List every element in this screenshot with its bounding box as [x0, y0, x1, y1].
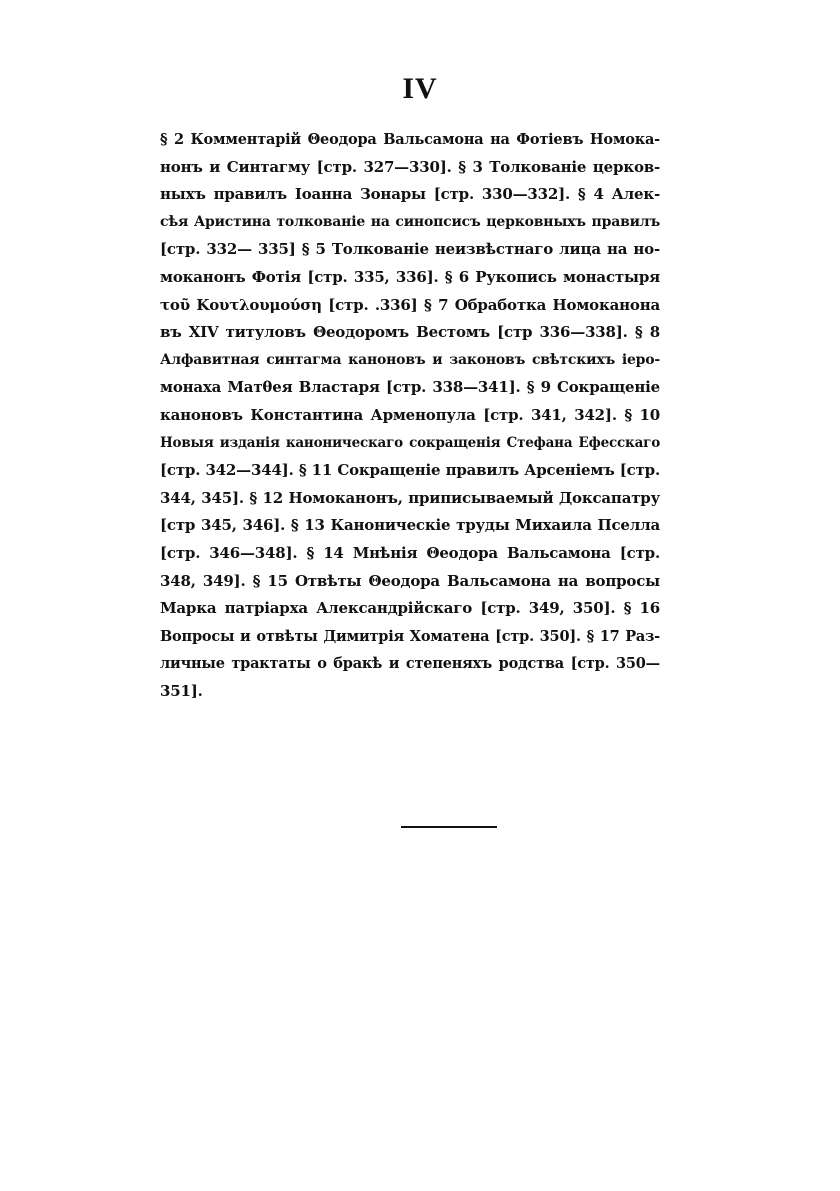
text-line: въ XIV титуловъ Θеодоромъ Вестомъ [стр 336—338]. § 8 [160, 323, 660, 342]
text-line: Новыя изданія каноническаго сокращенія Стефана Ефесскаго [160, 434, 660, 451]
section-divider [401, 826, 497, 828]
text-line: 348, 349]. § 15 Отвѣты Θеодора Вальсамона на вопросы [160, 571, 660, 590]
text-line: [стр. 346—348]. § 14 Мнѣнія Θеодора Вальсамона [стр. [160, 543, 660, 562]
text-line: [стр 345, 346]. § 13 Каноническіе труды Михаила Пселла [160, 516, 660, 535]
text-line: личные трактаты о бракѣ и степеняхъ родства [стр. 350— [160, 655, 660, 673]
text-line: каноновъ Константина Арменопула [стр. 341, 342]. § 10 [160, 405, 660, 424]
text-line: [стр. 332— 335] § 5 Толкованіе неизвѣстнаго лица на но- [160, 240, 660, 259]
text-line: моканонъ Фотія [стр. 335, 336]. § 6 Рукопись монастыря [160, 267, 660, 286]
text-line: 351]. [160, 681, 203, 700]
text-line: [стр. 342—344]. § 11 Сокращеніе правилъ Арсеніемъ [стр. [160, 461, 660, 480]
text-line: 344, 345]. § 12 Номоканонъ, приписываемый Доксапатру [160, 488, 660, 507]
text-line: ныхъ правилъ Іоанна Зонары [стр. 330—332]. § 4 Алек- [160, 185, 660, 204]
text-line: нонъ и Синтагму [стр. 327—330]. § 3 Толкованіе церков- [160, 157, 660, 176]
text-line: Марка патріарха Александрійскаго [стр. 349, 350]. § 16 [160, 599, 660, 618]
text-line: τοῦ Κουτλουμούση [стр. .336] § 7 Обработка Номоканона [160, 295, 660, 314]
text-line: монаха Матθея Властаря [стр. 338—341]. § 9 Сокращеніе [160, 378, 660, 397]
page-number: IV [402, 72, 438, 105]
text-line: сѣя Аристина толкованіе на синопсисъ церковныхъ правилъ [160, 213, 660, 230]
text-line: § 2 Комментарій Θеодора Вальсамона на Фотіевъ Номока- [160, 131, 660, 148]
body-text [160, 126, 660, 705]
text-line: Вопросы и отвѣты Димитрія Хоматена [стр. 350]. § 17 Раз- [160, 627, 660, 645]
text-line: Алфавитная синтагма каноновъ и законовъ свѣтскихъ іеро- [160, 351, 660, 368]
